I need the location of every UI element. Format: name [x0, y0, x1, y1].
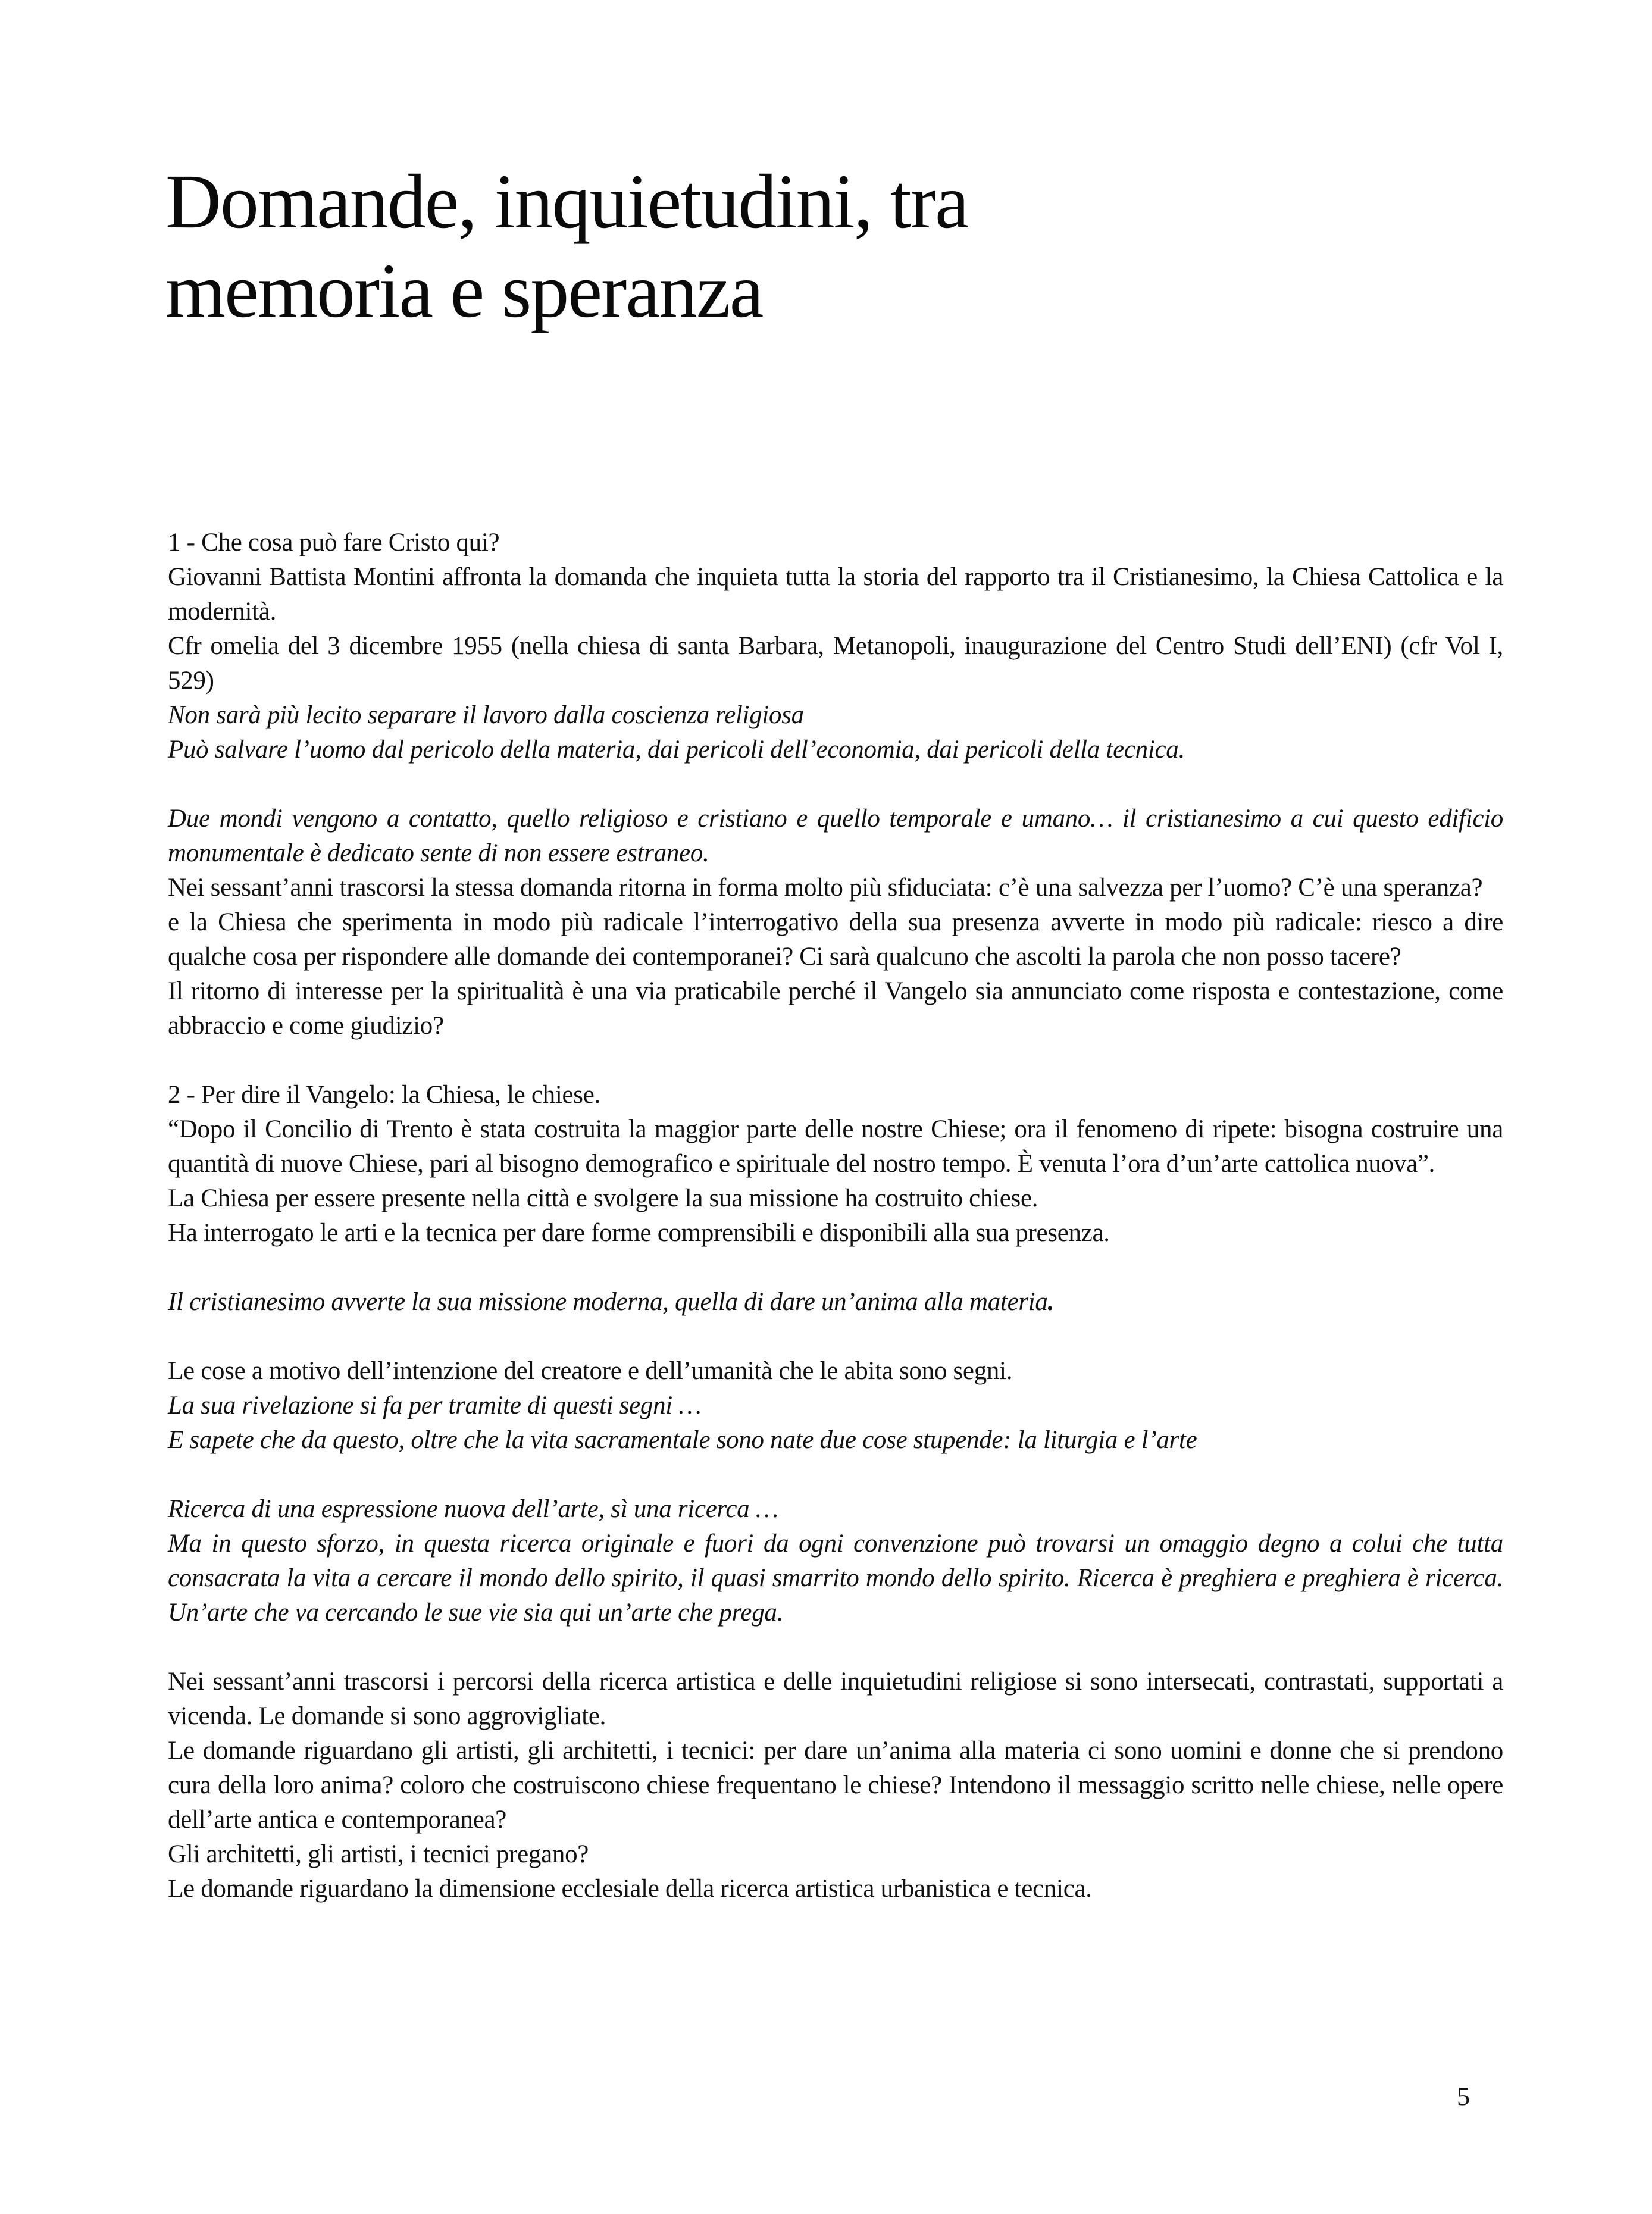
paragraph: La sua rivelazione si fa per tramite di questi segni …: [168, 1391, 702, 1419]
paragraph: La Chiesa per essere presente nella città e svolgere la sua missione ha costruito chiese.: [168, 1184, 1038, 1212]
paragraph: Può salvare l’uomo dal pericolo della materia, dai pericoli dell’economia, dai pericoli della tecnica.: [168, 736, 1185, 764]
paragraph: e la Chiesa che sperimenta in modo più radicale l’interrogativo della sua presenza avverte in modo più radicale: riesco a dire qualche cosa per rispondere alle domande dei contemporanei? Ci sarà qualcuno che ascolti la parola che non posso tacere?: [168, 908, 1503, 971]
page-title-line2: memoria e speranza: [165, 248, 763, 334]
page-number: 5: [1457, 2082, 1470, 2111]
paragraph: Gli architetti, gli artisti, i tecnici pregano?: [168, 1840, 589, 1868]
paragraph: 1 - Che cosa può fare Cristo qui?: [168, 529, 500, 556]
page-title-line1: Domande, inquietudini, tra: [165, 159, 968, 245]
paragraph: [168, 1285, 1503, 1319]
paragraph: “Dopo il Concilio di Trento è stata costruita la maggior parte delle nostre Chiese; ora il fenomeno di ripete: bisogna costruire una quantità di nuove Chiese, pari al bisogno demografico e spirituale del nostro tempo. È venuta l’ora d’un’arte cattolica nuova”.: [168, 1115, 1503, 1178]
paragraph-text: Il cristianesimo avverte la sua missione moderna, quella di dare un’anima alla materia: [168, 1288, 1048, 1316]
body-text: [168, 526, 1503, 1906]
paragraph: Ha interrogato le arti e la tecnica per dare forme comprensibili e disponibili alla sua presenza.: [168, 1219, 1110, 1247]
paragraph: Nei sessant’anni trascorsi la stessa domanda ritorna in forma molto più sfiduciata: c’è una salvezza per l’uomo? C’è una speranza?: [168, 874, 1483, 902]
paragraph: Nei sessant’anni trascorsi i percorsi della ricerca artistica e delle inquietudini religiose si sono intersecati, contrastati, supportati a vicenda. Le domande si sono aggrovigliate.: [168, 1668, 1503, 1730]
paragraph: Ricerca di una espressione nuova dell’arte, sì una ricerca …: [168, 1495, 778, 1523]
paragraph: E sapete che da questo, oltre che la vita sacramentale sono nate due cose stupende: la liturgia e l’arte: [168, 1426, 1197, 1454]
paragraph: Le domande riguardano la dimensione ecclesiale della ricerca artistica urbanistica e tecnica.: [168, 1875, 1092, 1903]
paragraph-bold-period: .: [1047, 1288, 1055, 1316]
paragraph: Le domande riguardano gli artisti, gli architetti, i tecnici: per dare un’anima alla materia ci sono uomini e donne che si prendono cura della loro anima? coloro che costruiscono chiese frequentano le chiese? Intendono il messaggio scritto nelle chiese, nelle opere dell’arte antica e contemporanea?: [168, 1737, 1503, 1834]
paragraph: 2 - Per dire il Vangelo: la Chiesa, le chiese.: [168, 1081, 600, 1109]
paragraph: Non sarà più lecito separare il lavoro dalla coscienza religiosa: [168, 701, 804, 729]
page-title: [165, 157, 1504, 336]
paragraph: Ma in questo sforzo, in questa ricerca originale e fuori da ogni convenzione può trovarsi un omaggio degno a colui che tutta consacrata la vita a cercare il mondo dello spirito, il quasi smarrito mondo dello spirito. Ricerca è preghiera e preghiera è ricerca. Un’arte che va cercando le sue vie sia qui un’arte che prega.: [168, 1530, 1503, 1627]
paragraph: Le cose a motivo dell’intenzione del creatore e dell’umanità che le abita sono segni.: [168, 1357, 1013, 1385]
paragraph: Il ritorno di interesse per la spiritualità è una via praticabile perché il Vangelo sia annunciato come risposta e contestazione, come abbraccio e come giudizio?: [168, 977, 1503, 1040]
paragraph: Due mondi vengono a contatto, quello religioso e cristiano e quello temporale e umano… il cristianesimo a cui questo edificio monumentale è dedicato sente di non essere estraneo.: [168, 805, 1503, 867]
paragraph: Cfr omelia del 3 dicembre 1955 (nella chiesa di santa Barbara, Metanopoli, inaugurazione del Centro Studi dell’ENI) (cfr Vol I, 529): [168, 632, 1503, 695]
paragraph: Giovanni Battista Montini affronta la domanda che inquieta tutta la storia del rapporto tra il Cristianesimo, la Chiesa Cattolica e la modernità.: [168, 563, 1503, 626]
